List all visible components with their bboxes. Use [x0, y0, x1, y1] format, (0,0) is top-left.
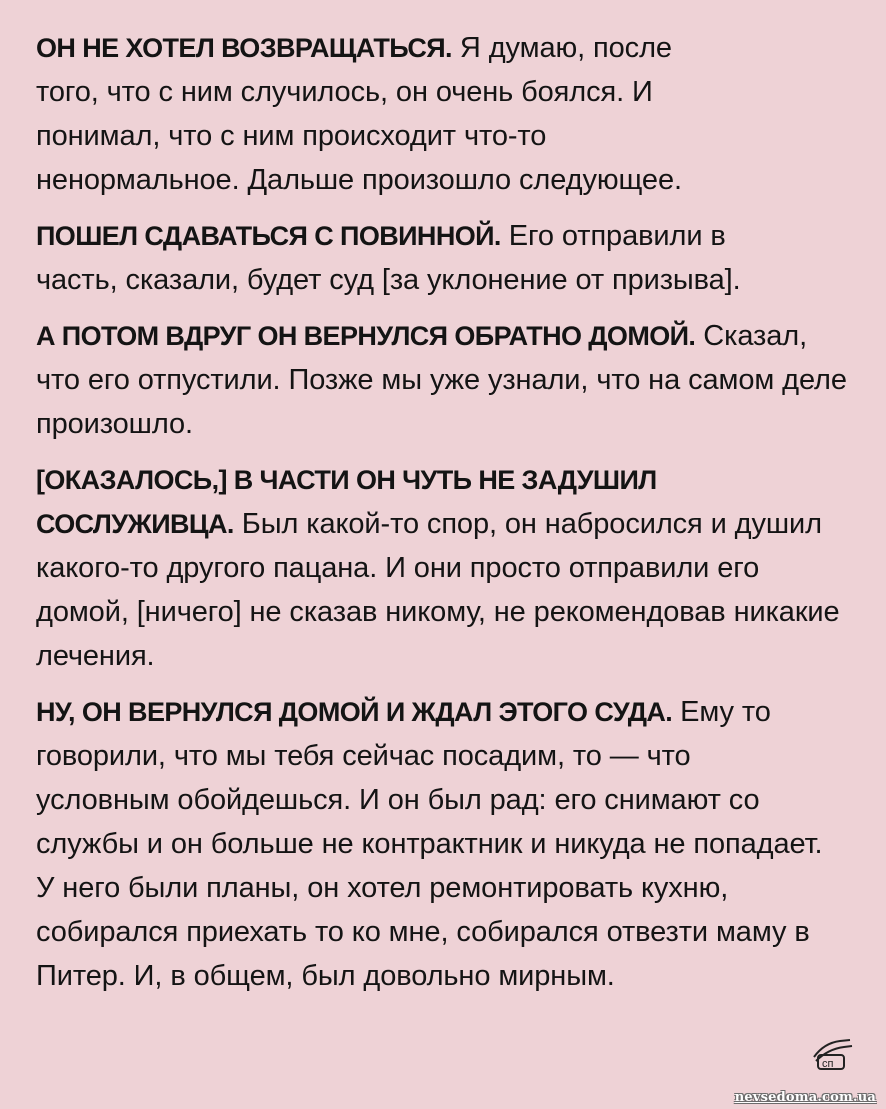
paragraph-text: Его отправили в часть, сказали, будет суд [за уклонение от призыва]. — [36, 220, 741, 296]
paragraph-lead: НУ, ОН ВЕРНУЛСЯ ДОМОЙ И ЖДАЛ ЭТОГО СУДА. — [36, 697, 673, 727]
watermark: nevsedoma.com.ua — [734, 1090, 876, 1105]
paragraph-lead: А ПОТОМ ВДРУГ ОН ВЕРНУЛСЯ ОБРАТНО ДОМОЙ. — [36, 321, 696, 351]
paragraph-2 — [36, 214, 776, 302]
paragraph-text: Я думаю, после того, что с ним случилось, он очень боялся. И понимал, что с ним происходит что-то ненормальное. Дальше произошло следующее. — [36, 32, 682, 196]
paragraph-text: Ему то говорили, что мы тебя сейчас посадим, то — что условным обойдешься. И он был рад: его снимают со службы и он больше не контрактник и никуда не попадает. У него были планы, он хотел ремонтировать кухню, собирался приехать то ко мне, собирался отвезти маму в Питер. И, в общем, был довольно мирным. — [36, 696, 823, 992]
paragraph-text: Сказал, что его отпустили. Позже мы уже узнали, что на самом деле произошло. — [36, 320, 847, 440]
logo-text: сп — [822, 1058, 834, 1070]
paragraph-3 — [36, 314, 848, 446]
publisher-logo-icon — [810, 1037, 856, 1071]
paragraph-lead: ПОШЕЛ СДАВАТЬСЯ С ПОВИННОЙ. — [36, 221, 501, 251]
paragraph-lead: ОН НЕ ХОТЕЛ ВОЗВРАЩАТЬСЯ. — [36, 33, 452, 63]
paragraph-text: Был какой-то спор, он набросился и душил какого-то другого пацана. И они просто отправили его домой, [ничего] не сказав никому, не рекомендовав никакие лечения. — [36, 508, 840, 672]
paragraph-1 — [36, 26, 736, 202]
paragraph-lead: [ОКАЗАЛОСЬ,] В ЧАСТИ ОН ЧУТЬ НЕ ЗАДУШИЛ СОСЛУЖИВЦА. — [36, 465, 657, 539]
article-body — [36, 26, 856, 1010]
paragraph-5 — [36, 690, 826, 998]
paragraph-4 — [36, 458, 851, 678]
